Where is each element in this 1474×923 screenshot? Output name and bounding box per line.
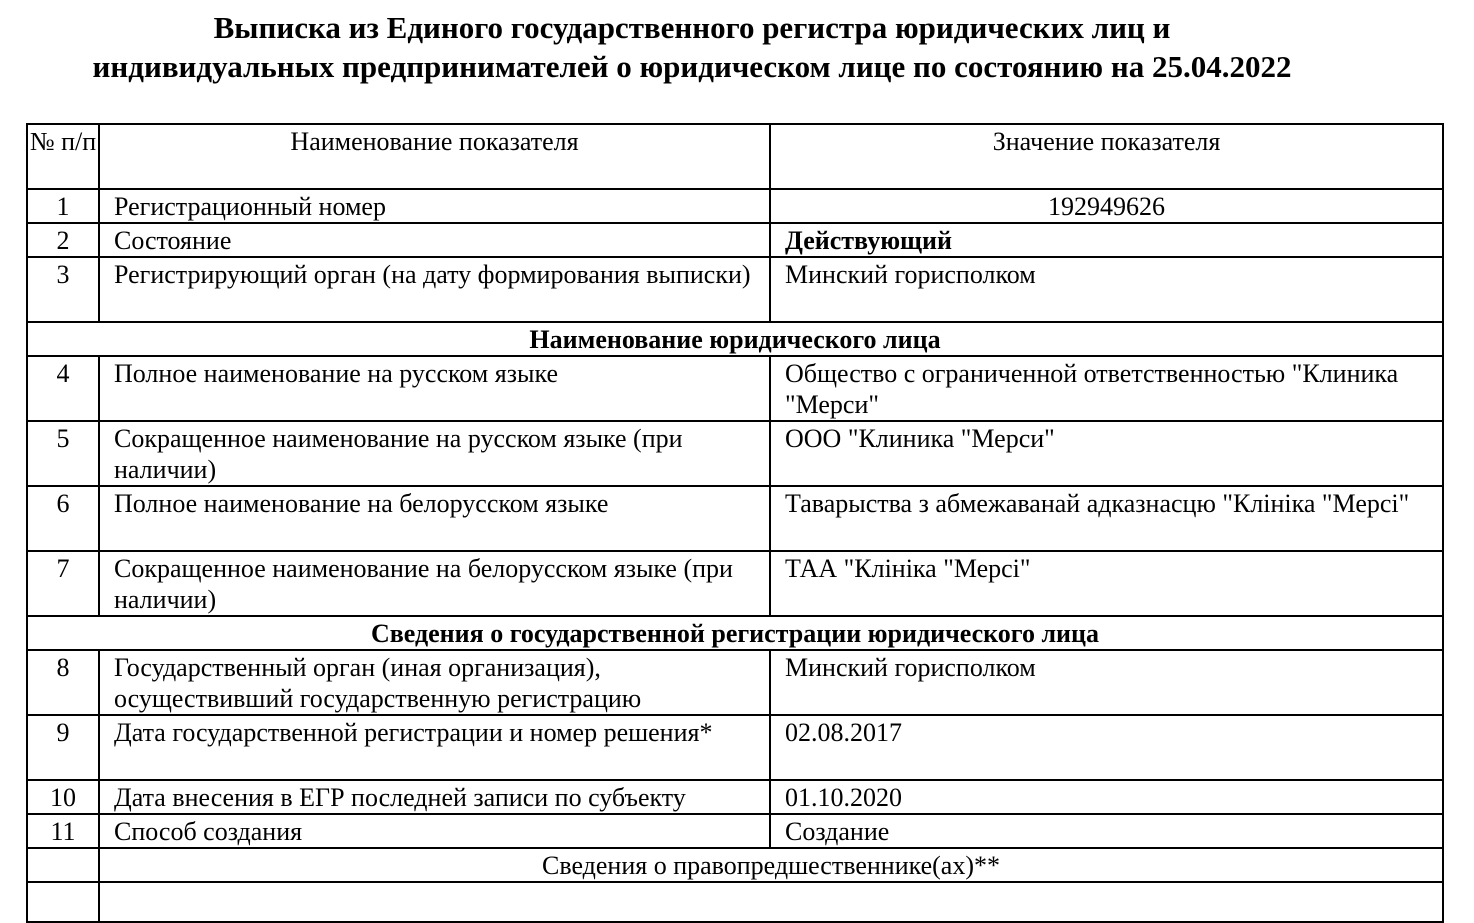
table-row bbox=[27, 882, 1443, 922]
header-indicator-name: Наименование показателя bbox=[99, 124, 770, 189]
row-indicator-name: Регистрирующий орган (на дату формирования выписки) bbox=[99, 257, 770, 322]
document-title-line-1: Выписка из Единого государственного регистра юридических лиц и bbox=[213, 10, 1171, 45]
table-row bbox=[27, 650, 1443, 715]
header-indicator-value: Значение показателя bbox=[770, 124, 1443, 189]
row-indicator-name: Государственный орган (иная организация), осуществивший государственную регистрацию bbox=[99, 650, 770, 715]
row-indicator-name: Сокращенное наименование на белорусском языке (при наличии) bbox=[99, 551, 770, 616]
table-row bbox=[27, 551, 1443, 616]
row-indicator-name: Состояние bbox=[99, 223, 770, 257]
row-number: 8 bbox=[27, 650, 99, 715]
empty-number-cell bbox=[27, 848, 99, 882]
row-number: 7 bbox=[27, 551, 99, 616]
document-title bbox=[0, 8, 1384, 86]
section-heading-row bbox=[27, 322, 1443, 356]
row-indicator-value: Таварыства з абмежаванай адказнасцю "Клініка "Мерсі" bbox=[770, 486, 1443, 551]
row-indicator-value: Создание bbox=[770, 814, 1443, 848]
document-title-line-2: индивидуальных предпринимателей о юридическом лице по состоянию на 25.04.2022 bbox=[92, 49, 1292, 84]
row-number: 3 bbox=[27, 257, 99, 322]
section-heading-row bbox=[27, 848, 1443, 882]
empty-predecessor-cell bbox=[99, 882, 1443, 922]
section-heading-predecessor: Сведения о правопредшественнике(ах)** bbox=[99, 848, 1443, 882]
row-indicator-name: Полное наименование на русском языке bbox=[99, 356, 770, 421]
table-row bbox=[27, 421, 1443, 486]
table-header-row bbox=[27, 124, 1443, 189]
section-heading-row bbox=[27, 616, 1443, 650]
row-indicator-value: 01.10.2020 bbox=[770, 780, 1443, 814]
row-indicator-name: Регистрационный номер bbox=[99, 189, 770, 223]
table-row bbox=[27, 780, 1443, 814]
registration-number-value: 192949626 bbox=[770, 189, 1443, 223]
row-indicator-value: ООО "Клиника "Мерси" bbox=[770, 421, 1443, 486]
row-number: 10 bbox=[27, 780, 99, 814]
table-row bbox=[27, 189, 1443, 223]
row-number: 4 bbox=[27, 356, 99, 421]
table-row bbox=[27, 223, 1443, 257]
row-number: 5 bbox=[27, 421, 99, 486]
row-indicator-value: Общество с ограниченной ответственностью "Клиника "Мерси" bbox=[770, 356, 1443, 421]
table-row bbox=[27, 257, 1443, 322]
row-indicator-value: Минский горисполком bbox=[770, 257, 1443, 322]
row-indicator-value: ТАА "Клініка "Мерсі" bbox=[770, 551, 1443, 616]
table-row bbox=[27, 715, 1443, 780]
row-indicator-name: Дата государственной регистрации и номер решения* bbox=[99, 715, 770, 780]
status-value: Действующий bbox=[770, 223, 1443, 257]
row-indicator-value: 02.08.2017 bbox=[770, 715, 1443, 780]
row-indicator-name: Сокращенное наименование на русском языке (при наличии) bbox=[99, 421, 770, 486]
table-row bbox=[27, 814, 1443, 848]
row-number: 9 bbox=[27, 715, 99, 780]
row-indicator-name: Способ создания bbox=[99, 814, 770, 848]
row-number: 2 bbox=[27, 223, 99, 257]
row-number: 11 bbox=[27, 814, 99, 848]
row-indicator-value: Минский горисполком bbox=[770, 650, 1443, 715]
row-indicator-name: Полное наименование на белорусском языке bbox=[99, 486, 770, 551]
section-heading-legal-name: Наименование юридического лица bbox=[27, 322, 1443, 356]
table-row bbox=[27, 356, 1443, 421]
row-number: 1 bbox=[27, 189, 99, 223]
section-heading-registration: Сведения о государственной регистрации юридического лица bbox=[27, 616, 1443, 650]
header-number: № п/п bbox=[27, 124, 99, 189]
row-indicator-name: Дата внесения в ЕГР последней записи по субъекту bbox=[99, 780, 770, 814]
register-extract-table bbox=[26, 123, 1444, 923]
row-number: 6 bbox=[27, 486, 99, 551]
table-row bbox=[27, 486, 1443, 551]
empty-number-cell bbox=[27, 882, 99, 922]
